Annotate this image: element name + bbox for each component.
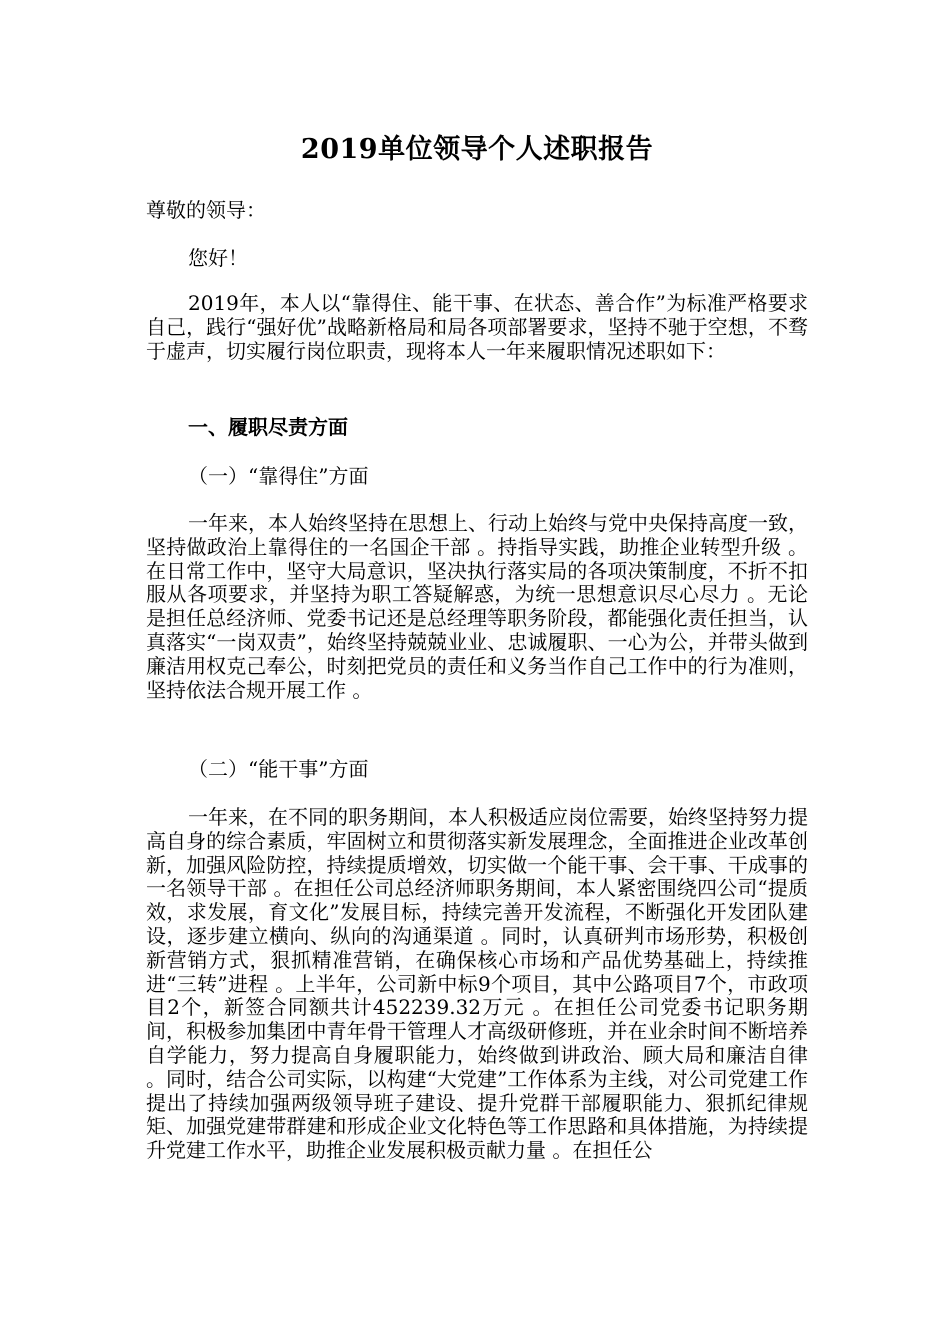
greeting: 您好！ <box>188 246 248 270</box>
subsection-heading-capable: （二）“能干事”方面 <box>188 757 369 781</box>
intro-paragraph: 2019年，本人以“靠得住、能干事、在状态、善合作”为标准严格要求自己，践行“强好优”战略新格局和局各项部署要求，坚持不驰于空想，不骛于虚声，切实履行岗位职责，现将本人一年来履职情况述职如下： <box>146 291 808 363</box>
section-heading-duties: 一、履职尽责方面 <box>188 415 348 439</box>
salutation: 尊敬的领导： <box>146 198 266 222</box>
subsection-heading-reliable: （一）“靠得住”方面 <box>188 464 369 488</box>
capable-paragraph: 一年来，在不同的职务期间，本人积极适应岗位需要，始终坚持努力提高自身的综合素质，牢固树立和贯彻落实新发展理念，全面推进企业改革创新，加强风险防控，持续提质增效，切实做一个能干事、会干事、干成事的一名领导干部 。在担任公司总经济师职务期间，本人紧密围绕四公司“提质效，求发展，育文化”发展目标，持续完善开发流程，不断强化开发团队建设，逐步建立横向、纵向的沟通渠道 。同时，认真研判市场形势，积极创新营销方式，狠抓精准营销，在确保核心市场和产品优势基础上，持续推进“三转”进程 。上半年，公司新中标9个项目，其中公路项目7个，市政项目2个，新签合同额共计452239.32万元 。在担任公司党委书记职务期间，积极参加集团中青年骨干管理人才高级研修班，并在业余时间不断培养自学能力，努力提高自身履职能力，始终做到讲政治、顾大局和廉洁自律 。同时，结合公司实际，以构建“大党建”工作体系为主线，对公司党建工作提出了持续加强两级领导班子建设、提升党群干部履职能力、狠抓纪律规矩、加强党建带群建和形成企业文化特色等工作思路和具体措施，为持续提升党建工作水平，助推企业发展积极贡献力量 。在担任公 <box>146 805 808 1163</box>
document-title: 2019单位领导个人述职报告 <box>300 134 654 165</box>
reliable-paragraph: 一年来，本人始终坚持在思想上、行动上始终与党中央保持高度一致，坚持做政治上靠得住的一名国企干部 。持指导实践，助推企业转型升级 。在日常工作中，坚守大局意识，坚决执行落实局的各项决策制度，不折不扣服从各项要求，并坚持为职工答疑解惑，为统一思想意识尽心尽力 。无论是担任总经济师、党委书记还是总经理等职务阶段，都能强化责任担当，认真落实“一岗双责”，始终坚持兢兢业业、忠诚履职、一心为公，并带头做到廉洁用权克己奉公，时刻把党员的责任和义务当作自己工作中的行为准则，坚持依法合规开展工作 。 <box>146 511 808 702</box>
